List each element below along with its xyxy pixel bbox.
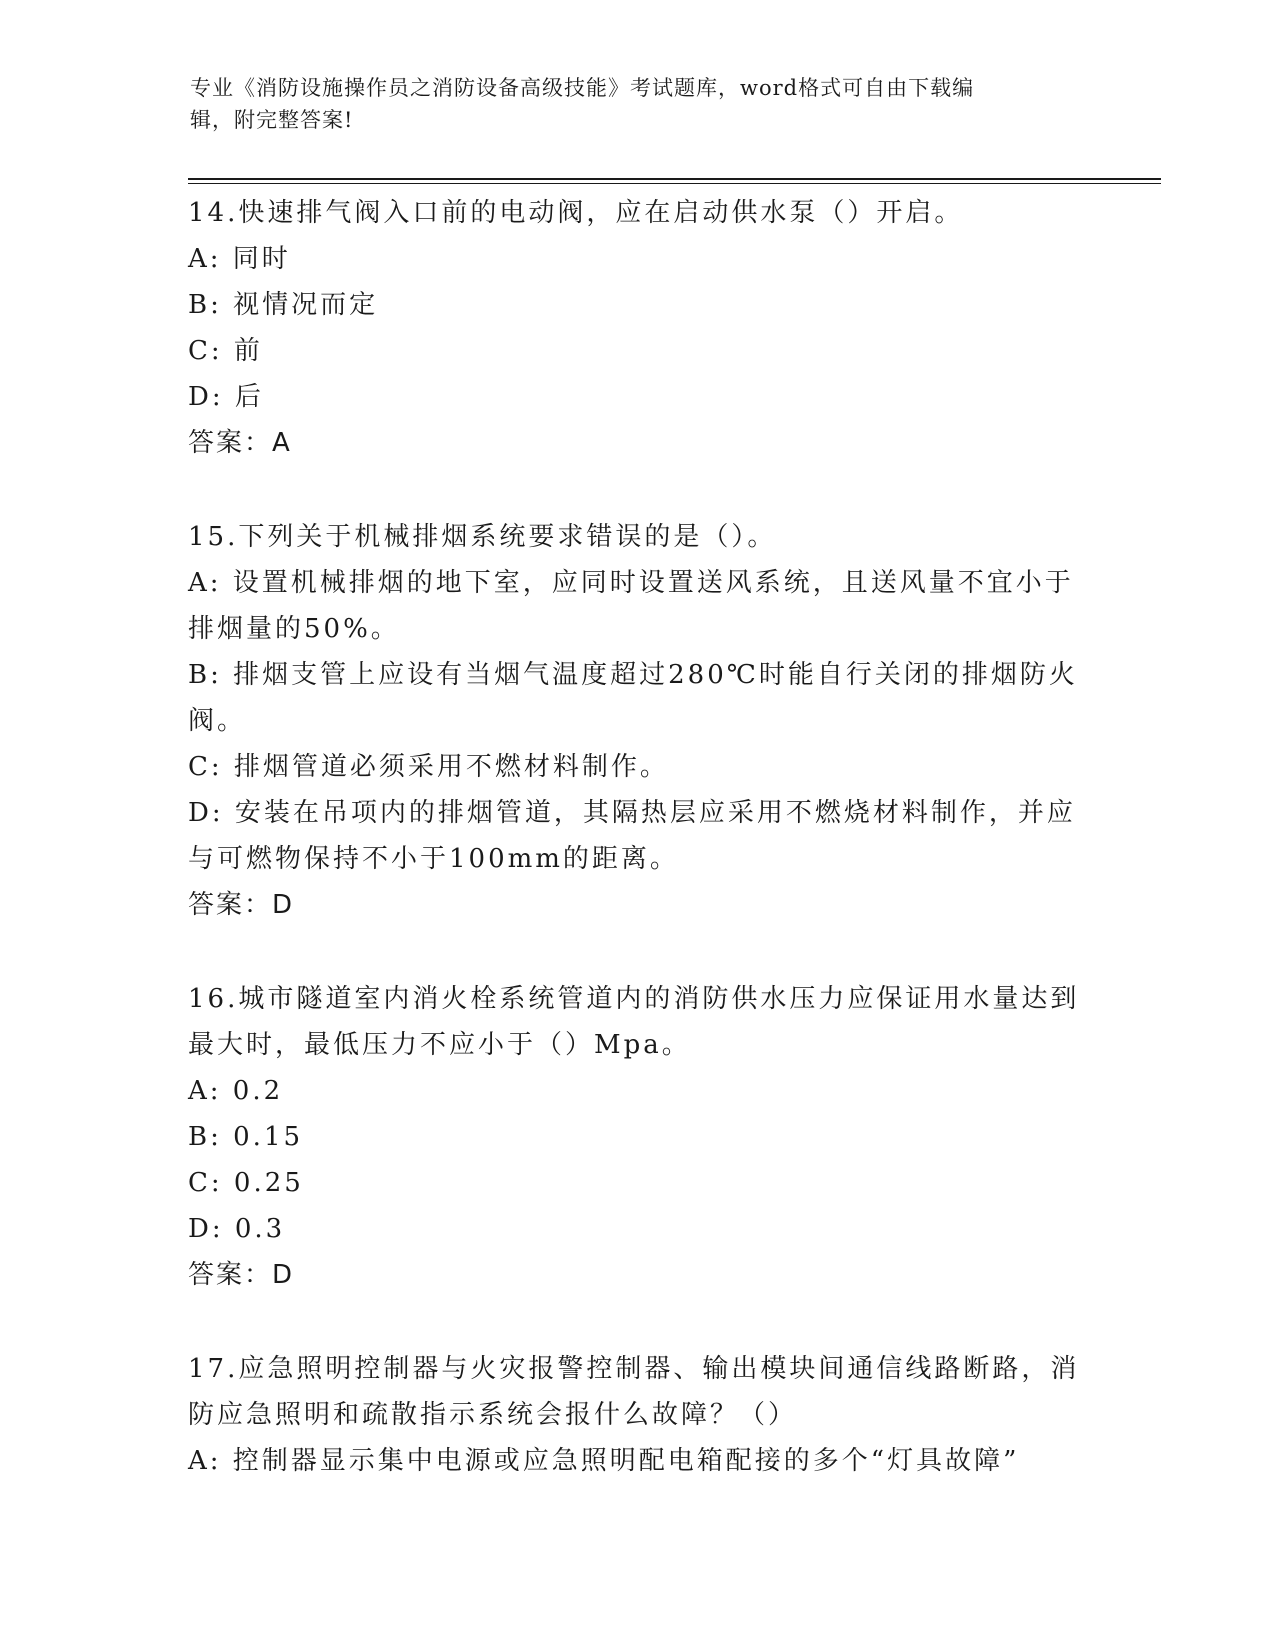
answer-option: B: 视情况而定	[188, 290, 379, 320]
question-stem: 17.应急照明控制器与火灾报警控制器、输出模块间通信线路断路，消	[188, 1354, 1080, 1384]
question-stem: 15.下列关于机械排烟系统要求错误的是（）。	[188, 522, 777, 552]
header-line-1: 专业《消防设施操作员之消防设备高级技能》考试题库，word格式可自由下载编	[190, 76, 975, 100]
question-block	[188, 976, 1088, 1298]
question-list	[188, 190, 1088, 1532]
answer-option: C: 前	[188, 336, 263, 366]
question-block	[188, 514, 1088, 928]
answer-option: D: 后	[188, 382, 264, 412]
answer-key: 答案：D	[188, 890, 295, 920]
question-stem: 最大时，最低压力不应小于（）Mpa。	[188, 1030, 691, 1060]
answer-option: A: 设置机械排烟的地下室，应同时设置送风系统，且送风量不宜小于	[188, 568, 1074, 598]
answer-option: A: 0.2	[188, 1076, 284, 1106]
question-stem: 防应急照明和疏散指示系统会报什么故障？（）	[188, 1400, 798, 1430]
question-stem: 14.快速排气阀入口前的电动阀，应在启动供水泵（）开启。	[188, 198, 964, 228]
answer-key: 答案：D	[188, 1260, 295, 1290]
answer-option: A: 同时	[188, 244, 291, 274]
answer-option: D: 安装在吊项内的排烟管道，其隔热层应采用不燃烧材料制作，并应	[188, 798, 1076, 828]
question-block	[188, 1346, 1088, 1484]
answer-option: B: 排烟支管上应设有当烟气温度超过280℃时能自行关闭的排烟防火	[188, 660, 1078, 690]
answer-option: C: 0.25	[188, 1168, 304, 1198]
answer-option: 与可燃物保持不小于100mm的距离。	[188, 844, 679, 874]
answer-option: D: 0.3	[188, 1214, 286, 1244]
answer-option: B: 0.15	[188, 1122, 304, 1152]
answer-option: 阀。	[188, 706, 247, 736]
answer-option: C: 排烟管道必须采用不燃材料制作。	[188, 752, 669, 782]
document-header	[190, 72, 1090, 136]
header-divider-thin	[188, 183, 1161, 184]
question-stem: 16.城市隧道室内消火栓系统管道内的消防供水压力应保证用水量达到	[188, 984, 1080, 1014]
question-block	[188, 190, 1088, 466]
header-line-2: 辑，附完整答案!	[190, 108, 354, 132]
answer-option: 排烟量的50%。	[188, 614, 400, 644]
answer-option: A: 控制器显示集中电源或应急照明配电箱配接的多个“灯具故障”	[188, 1446, 1020, 1476]
header-divider-thick	[188, 178, 1161, 180]
answer-key: 答案：A	[188, 428, 292, 458]
